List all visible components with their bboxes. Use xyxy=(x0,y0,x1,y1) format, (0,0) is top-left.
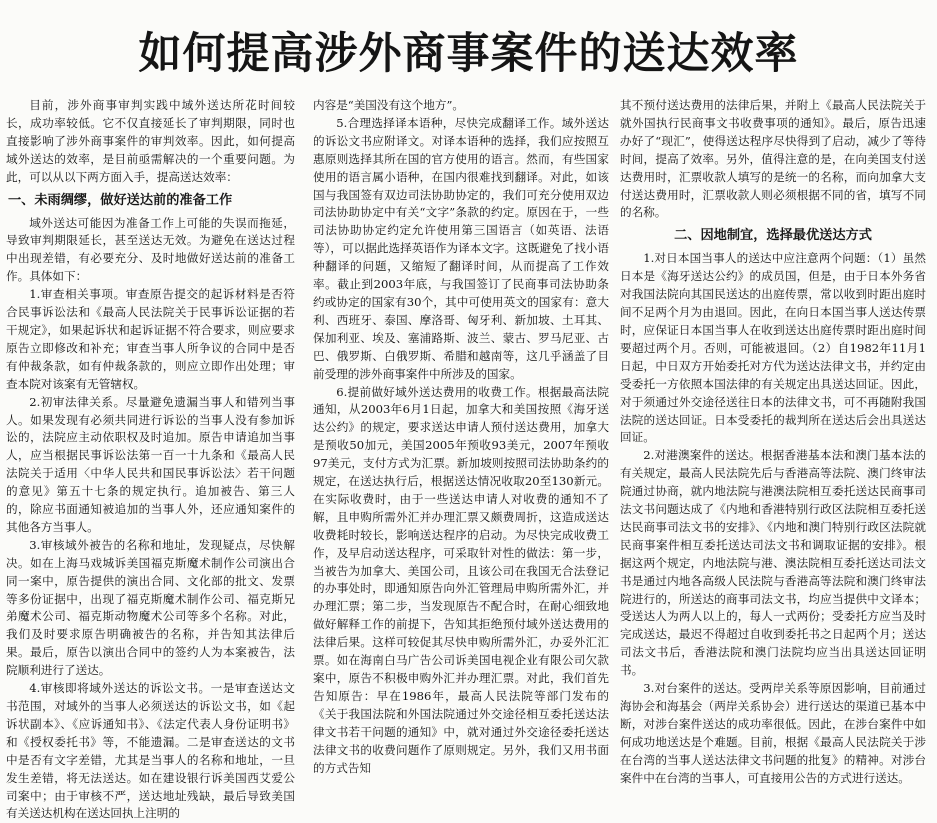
column-1 xyxy=(6,97,295,821)
paragraph: 2.初审法律关系。尽量避免遗漏当事人和错列当事人。如果发现有必须共同进行诉讼的当事人没有参加诉讼的，法院应主动依职权及时追加。原告申请追加当事人，应当根据民事诉讼法第一百一十九条和《最高人民法院关于适用〈中华人民共和国民事诉讼法〉若干问题的意见》第五十七条的规定执行。追加被告、第三人的，除应书面通知被追加的当事人外，还应通知案件的其他各方当事人。 xyxy=(6,394,295,534)
section-heading-2: 二、因地制宜，选择最优送达方式 xyxy=(674,228,872,244)
paragraph: 3.审核域外被告的名称和地址，发现疑点，尽快解决。如在上海马戏城诉美国福克斯魔术制作公司演出合同一案中，原告提供的演出合同、文化部的批文、发票等多份证据中，出现了福克斯魔术制作公司、福克斯兄弟魔术公司、福克斯动物魔术公司等多个名称。对此，我们及时要求原告明确被告的名称，并告知其法律后果。最后，原告以演出合同中的签约人为本案被告，法院顺利进行了送达。 xyxy=(6,537,295,678)
column-3 xyxy=(620,97,926,785)
section-heading-1: 一、未雨绸缪，做好送达前的准备工作 xyxy=(8,192,233,208)
paragraph: 其不预付送达费用的法律后果，并附上《最高人民法院关于就外国执行民商事文书收费事项的通知》。最后，原告迅速办好了“现汇”，使得送达程序尽快得到了启动，减少了等待时间，提高了效率。另外，值得注意的是，在向美国支付送达费用时，汇票收款人填写的是统一的名称，而向加拿大支付送达费用时，汇票收款人则必须根据不同的省，填写不同的名称。 xyxy=(620,98,926,220)
paragraph: 4.审核即将域外送达的诉讼文书。一是审查送达文书范围，对域外的当事人必须送达的诉讼文书，如《起诉状副本》、《应诉通知书》、《法定代表人身份证明书》和《授权委托书》等，不能遗漏。二是审查送达的文书中是否有文字差错，尤其是当事人的名称和地址，一旦发生差错，将无法送达。如在建设银行诉美国西艾爱公司案中；由于审核不严，送达地址残缺，最后导致美国有关送达机构在送达回执上注明的 xyxy=(6,681,295,821)
paragraph: 内容是“美国没有这个地方”。 xyxy=(313,98,464,112)
paragraph: 1.审查相关事项。审查原告提交的起诉材料是否符合民事诉讼法和《最高人民法院关于民事诉讼证据的若干规定》，如果起诉状和起诉证据不符合要求，则应要求原告立即修改和补充；审查当事人所争议的合同中是否有仲裁条款，如有仲裁条款的，则应立即作出处理；审查本院对该案有无管辖权。 xyxy=(6,287,295,391)
column-2 xyxy=(313,97,609,775)
paragraph: 2.对港澳案件的送达。根据香港基本法和澳门基本法的有关规定，最高人民法院先后与香港高等法院、澳门终审法院通过协商，就内地法院与港澳法院相互委托送达民商事司法文书问题达成了《内地和香港特别行政区法院相互委托送达民商事司法文书的安排》、《内地和澳门特别行政区法院就民商事案件相互委托送达司法文书和调取证据的安排》。根据这两个规定，内地法院与港、澳法院相互委托送达司法文书是通过内地各高级人民法院与香港高等法院和澳门终审法院进行的，所送达的商事司法文书，均应当提供中文译本；受送达人为两人以上的，每人一式两份；受委托方应当及时完成送达，最迟不得超过自收到委托书之日起两个月；送达司法文书后，香港法院和澳门法院均应当出具送达回证明书。 xyxy=(620,448,926,678)
paragraph: 目前，涉外商事审判实践中域外送达所花时间较长，成功率较低。它不仅直接延长了审判期限，同时也直接影响了涉外商事案件的审判效率。因此，如何提高域外送达的效率，是目前亟需解决的一个重要问题。为此，可以从以下两方面入手，提高送达效率： xyxy=(6,98,295,184)
paragraph: 1.对日本国当事人的送达中应注意两个问题：（1）虽然日本是《海牙送达公约》的成员国，但是，由于日本外务省对我国法院向其国民送达的出庭传票，常以收到时距出庭时间不足两个月为由退回。因此，在向日本国当事人送达传票时，应保证日本国当事人在收到送达出庭传票时距出庭时间要超过两个月。否则，可能被退回。（2）自1982年11月1日起，中日双方开始委托对方代为送达法律文书，并约定由受委托一方依照本国法律的有关规定出具送达回证。因此，对于须通过外交途径送往日本的法律文书，可不再随附我国法院的送达回证。日本受委托的裁判所在送达后会出具送达回证。 xyxy=(620,251,926,445)
paragraph: 3.对台案件的送达。受两岸关系等原因影响，目前通过海协会和海基会（两岸关系协会）进行送达的渠道已基本中断，对涉台案件送达的成功率很低。因此，在涉台案件中如何成功地送达是个难题。目前，根据《最高人民法院关于涉在台湾的当事人送达法律文书问题的批复》的精神。对涉台案件中在台湾的当事人，可直接用公告的方式进行送达。 xyxy=(620,681,926,785)
paragraph: 6.提前做好域外送达费用的收费工作。根据最高法院通知，从2003年6月1日起，加拿大和美国按照《海牙送达公约》的规定，要求送达申请人预付送达费用，加拿大是预收50加元，美国2005年预收93美元，2007年预收97美元，支付方式为汇票。新加坡则按照司法协助条约的规定，在送达执行后，根据送达情况收取20至130新元。在实际收费时，由于一些送达申请人对收费的通知不了解，且申购所需外汇并办理汇票又颇费周折，这造成送达收费耗时较长，影响送达程序的启动。为尽快完成收费工作，及早启动送达程序，可采取针对性的做法：第一步，当被告为加拿大、美国公司，且该公司在我国无合法登记的办事处时，即通知原告向外汇管理局申购所需外汇，并办理汇票；第二步，当发现原告不配合时，在耐心细致地做好解释工作的前提下，告知其拒绝预付域外送达费用的法律后果。这样可较促其尽快申购所需外汇，办妥外汇汇票。如在海南白马广告公司诉美国电视企业有限公司欠款案中，原告不积极申购外汇并办理汇票。对此，我们首先告知原告：早在1986年，最高人民法院等部门发布的《关于我国法院和外国法院通过外交途径相互委托送达法律文书若干问题的通知》中，就对通过外交途径委托送达法律文书的收费问题作了原则规定。另外，我们又用书面的方式告知 xyxy=(313,384,609,775)
paragraph: 域外送达可能因为准备工作上可能的失误而拖延，导致审判期限延长，甚至送达无效。为避免在送达过程中出现差错，有必要充分、及时地做好送达前的准备工作。具体如下： xyxy=(6,215,295,284)
paragraph: 5.合理选择译本语种，尽快完成翻译工作。域外送达的诉讼文书应附译文。对译本语种的选择，我们应按照互惠原则选择其所在国的官方使用的语言。然而，有些国家使用的语言属小语种，在国内很难找到翻译。对此，如该国与我国签有双边司法协助协定的，我们可充分使用双边司法协助协定中有关“文字”条款的约定。原因在于，一些司法协助协定约定允许使用第三国语言（如英语、法语等），可以据此选择英语作为译本文字。这既避免了找小语种翻译的问题，又缩短了翻译时间，从而提高了工作效率。截止到2003年底，与我国签订了民商事司法协助条约或协定的国家有30个，其中可使用英文的国家有：意大利、西班牙、泰国、摩洛哥、匈牙利、新加坡、土耳其、保加利亚、埃及、塞浦路斯、波兰、蒙古、罗马尼亚、古巴、俄罗斯、白俄罗斯、希腊和越南等，这几乎涵盖了目前受理的涉外商事案件中所涉及的国家。 xyxy=(313,115,609,381)
article-title: 如何提高涉外商事案件的送达效率 xyxy=(138,29,799,79)
